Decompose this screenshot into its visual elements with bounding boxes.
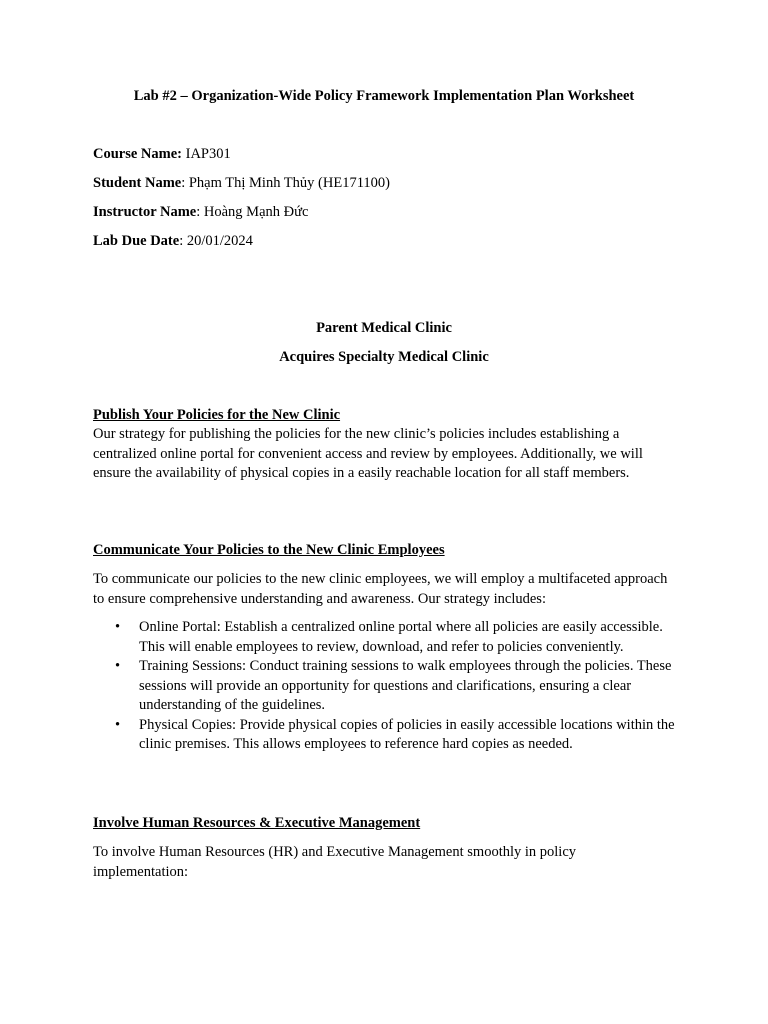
document-title: Lab #2 – Organization-Wide Policy Framework Implementation Plan Worksheet — [133, 88, 635, 104]
course-name-label: Course Name: — [93, 146, 182, 162]
instructor-name-value: : Hoàng Mạnh Đức — [196, 204, 309, 220]
list-item — [93, 716, 683, 755]
student-name-label: Student Name — [93, 175, 182, 191]
course-name-value: IAP301 — [182, 146, 231, 162]
scenario-heading-2: Acquires Specialty Medical Clinic — [279, 349, 489, 365]
instructor-name-label: Instructor Name — [93, 204, 197, 220]
list-item — [93, 618, 683, 657]
course-name-line — [93, 145, 231, 165]
bullet-text: Training Sessions: Conduct training sessions to walk employees through the policies. These sessions will provide an opportunity for questions and clarifications, ensuring a clear understanding of the guidelines. — [139, 658, 672, 713]
bullet-icon: • — [115, 658, 121, 674]
due-date-label: Lab Due Date — [93, 233, 180, 249]
bullet-icon: • — [115, 716, 121, 733]
scenario-heading-1: Parent Medical Clinic — [316, 320, 452, 336]
instructor-name-line — [93, 203, 308, 223]
bullet-text: Online Portal: Establish a centralized online portal where all policies are easily accessible. This will enable employees to review, download, and refer to policies conveniently. — [139, 619, 663, 655]
publish-section-heading: Publish Your Policies for the New Clinic — [93, 407, 341, 423]
involve-section-heading: Involve Human Resources & Executive Management — [93, 815, 421, 831]
student-name-line — [93, 174, 390, 194]
involve-section-body: To involve Human Resources (HR) and Executive Management smoothly in policy implementation: — [93, 844, 577, 880]
communicate-section-intro: To communicate our policies to the new clinic employees, we will employ a multifaceted approach to ensure comprehensive understanding and awareness. Our strategy includes: — [93, 571, 668, 607]
student-name-value: : Phạm Thị Minh Thủy (HE171100) — [181, 175, 390, 191]
communicate-section-heading: Communicate Your Policies to the New Clinic Employees — [93, 542, 445, 558]
publish-section-body: Our strategy for publishing the policies for the new clinic’s policies includes establishing a centralized online portal for convenient access and review by employees. Additionally, we will ensure the availability of physical copies in a easily reachable location for all staff members. — [93, 426, 643, 481]
due-date-value: : 20/01/2024 — [179, 233, 253, 249]
bullet-icon: • — [115, 619, 121, 635]
bullet-text: Physical Copies: Provide physical copies of policies in easily accessible locations within the clinic premises. This allows employees to reference hard copies as needed. — [139, 716, 675, 752]
list-item — [93, 657, 683, 716]
due-date-line — [93, 232, 253, 252]
communicate-bullet-list — [93, 618, 683, 755]
